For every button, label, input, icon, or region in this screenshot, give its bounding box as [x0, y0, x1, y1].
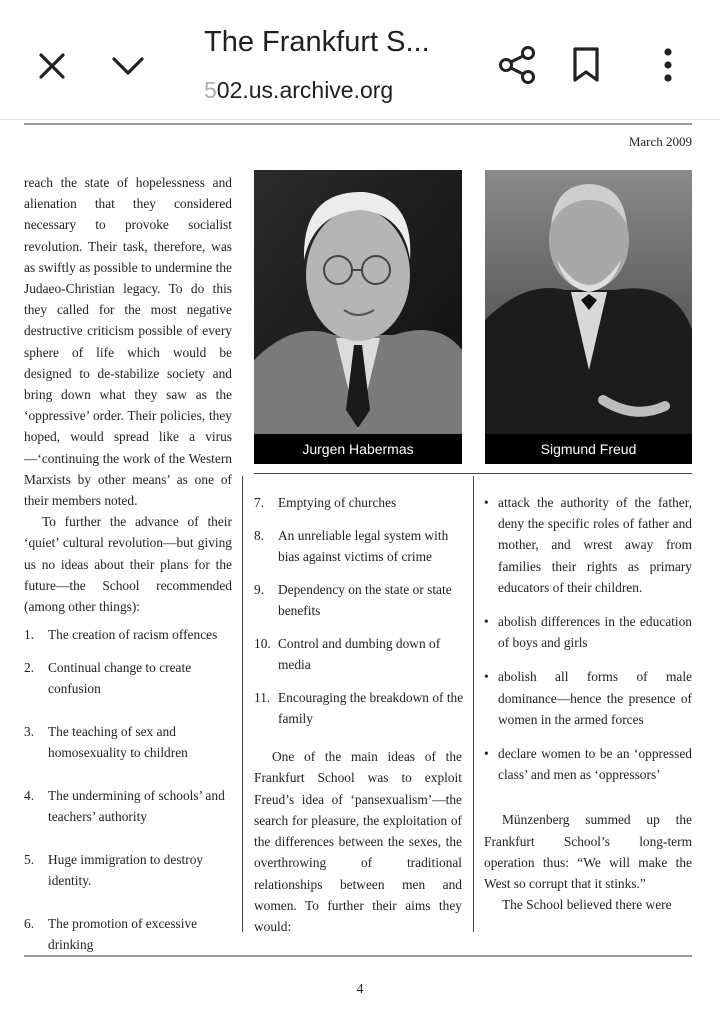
item-text: Huge immigration to destroy identity. [48, 852, 204, 888]
url-fade-char: 5 [204, 77, 217, 103]
item-number: 11. [254, 690, 271, 705]
list-item [24, 657, 234, 699]
item-text: Emptying of churches [278, 495, 397, 510]
item-text: Dependency on the state or state benefits [278, 582, 452, 618]
list-item [254, 687, 464, 729]
list-item [24, 913, 234, 955]
bookmark-button[interactable] [564, 40, 608, 90]
paragraph: The School believed there were [502, 897, 672, 913]
item-text: The promotion of excessive drinking [48, 916, 198, 952]
section-rule [254, 473, 692, 474]
aims-bullet-list [484, 492, 692, 785]
item-number: 7. [254, 495, 265, 510]
bookmark-icon [571, 46, 601, 84]
share-icon [498, 45, 538, 85]
list-item: • declare women to be an ‘oppressed class’ and men as ‘oppressors’ [484, 743, 692, 785]
top-rule [24, 123, 692, 125]
close-button[interactable] [30, 44, 74, 88]
recommendations-list-2 [254, 492, 464, 741]
more-options-button[interactable] [648, 40, 688, 90]
paragraph: Münzenberg summed up the Frankfurt School’s long-term operation thus: “We will make the West so corrupt that it stinks.” [484, 812, 692, 892]
item-text: The creation of racism offences [48, 627, 218, 642]
list-item [254, 525, 464, 567]
column-divider [473, 476, 474, 932]
list-item [254, 492, 464, 513]
url-text: 02.us.archive.org [216, 77, 394, 103]
close-icon [38, 52, 66, 80]
item-text: The undermining of schools’ and teachers’ authority [48, 788, 225, 824]
photo-caption: Sigmund Freud [485, 434, 692, 464]
share-button[interactable] [494, 40, 542, 90]
page-number: 4 [356, 982, 364, 997]
list-item [254, 633, 464, 675]
page-title: The Frankfurt S... [204, 26, 430, 58]
column-1-text [24, 172, 232, 617]
list-item: • abolish all forms of male dominance—hence the presence of women in the armed forces [484, 666, 692, 730]
item-number: 2. [24, 660, 35, 675]
photo-habermas [254, 170, 462, 464]
item-number: 9. [254, 582, 265, 597]
list-item: • attack the authority of the father, deny the specific roles of father and mother, and wrest away from families their rights as primary educators of their children. [484, 492, 692, 598]
item-text: Encouraging the breakdown of the family [278, 690, 464, 726]
paragraph: reach the state of hopelessness and alienation that they considered necessary to provoke socialist revolution. Their task, therefore, was as swiftly as possible to undermine the Judaeo-Christian legacy. To do this they called for the most negative destructive criticism possible of every sphere of life which would be designed to de-stabilize society and bring down what they saw as the ‘oppressive’ order. Their policies, they hoped, would spread like a virus—‘continuing the work of the Western Marxists by other means’ as one of their members noted. [24, 175, 232, 509]
list-item [254, 579, 464, 621]
item-number: 3. [24, 724, 35, 739]
item-number: 10. [254, 636, 271, 651]
recommendations-list-1 [24, 624, 234, 967]
item-text: Control and dumbing down of media [278, 636, 441, 672]
list-item [24, 624, 234, 645]
chevron-down-icon [111, 56, 145, 76]
item-number: 8. [254, 528, 265, 543]
item-text: An unreliable legal system with bias against victims of crime [278, 528, 449, 564]
list-item [24, 849, 234, 891]
more-vert-icon [662, 47, 674, 83]
portrait-freud-image [485, 170, 692, 434]
bottom-rule [24, 955, 692, 957]
page-url[interactable] [204, 77, 393, 104]
item-number: 4. [24, 788, 35, 803]
list-item [24, 785, 234, 827]
portrait-habermas-image [254, 170, 462, 434]
item-number: 5. [24, 852, 35, 867]
photo-freud [485, 170, 692, 464]
photo-caption: Jurgen Habermas [254, 434, 462, 464]
column-divider [242, 476, 243, 932]
item-number: 6. [24, 916, 35, 931]
item-text: Continual change to create confusion [48, 660, 192, 696]
issue-date: March 2009 [628, 134, 692, 149]
list-item: • abolish differences in the education of boys and girls [484, 611, 692, 653]
browser-top-bar [0, 0, 720, 120]
collapse-button[interactable] [104, 44, 152, 88]
list-item [24, 721, 234, 763]
item-number: 1. [24, 627, 35, 642]
paragraph: To further the advance of their ‘quiet’ cultural revolution—but giving us no ideas about their plans for the future—the School recommended (among other things): [24, 514, 232, 615]
column-3-text [484, 492, 692, 915]
item-text: The teaching of sex and homosexuality to children [48, 724, 188, 760]
paragraph: One of the main ideas of the Frankfurt School was to exploit Freud’s idea of ‘pansexualism’—the search for pleasure, the exploitation of the differences between the sexes, the overthrowing of traditional relationships between men and women. To further their aims they would: [254, 749, 462, 935]
